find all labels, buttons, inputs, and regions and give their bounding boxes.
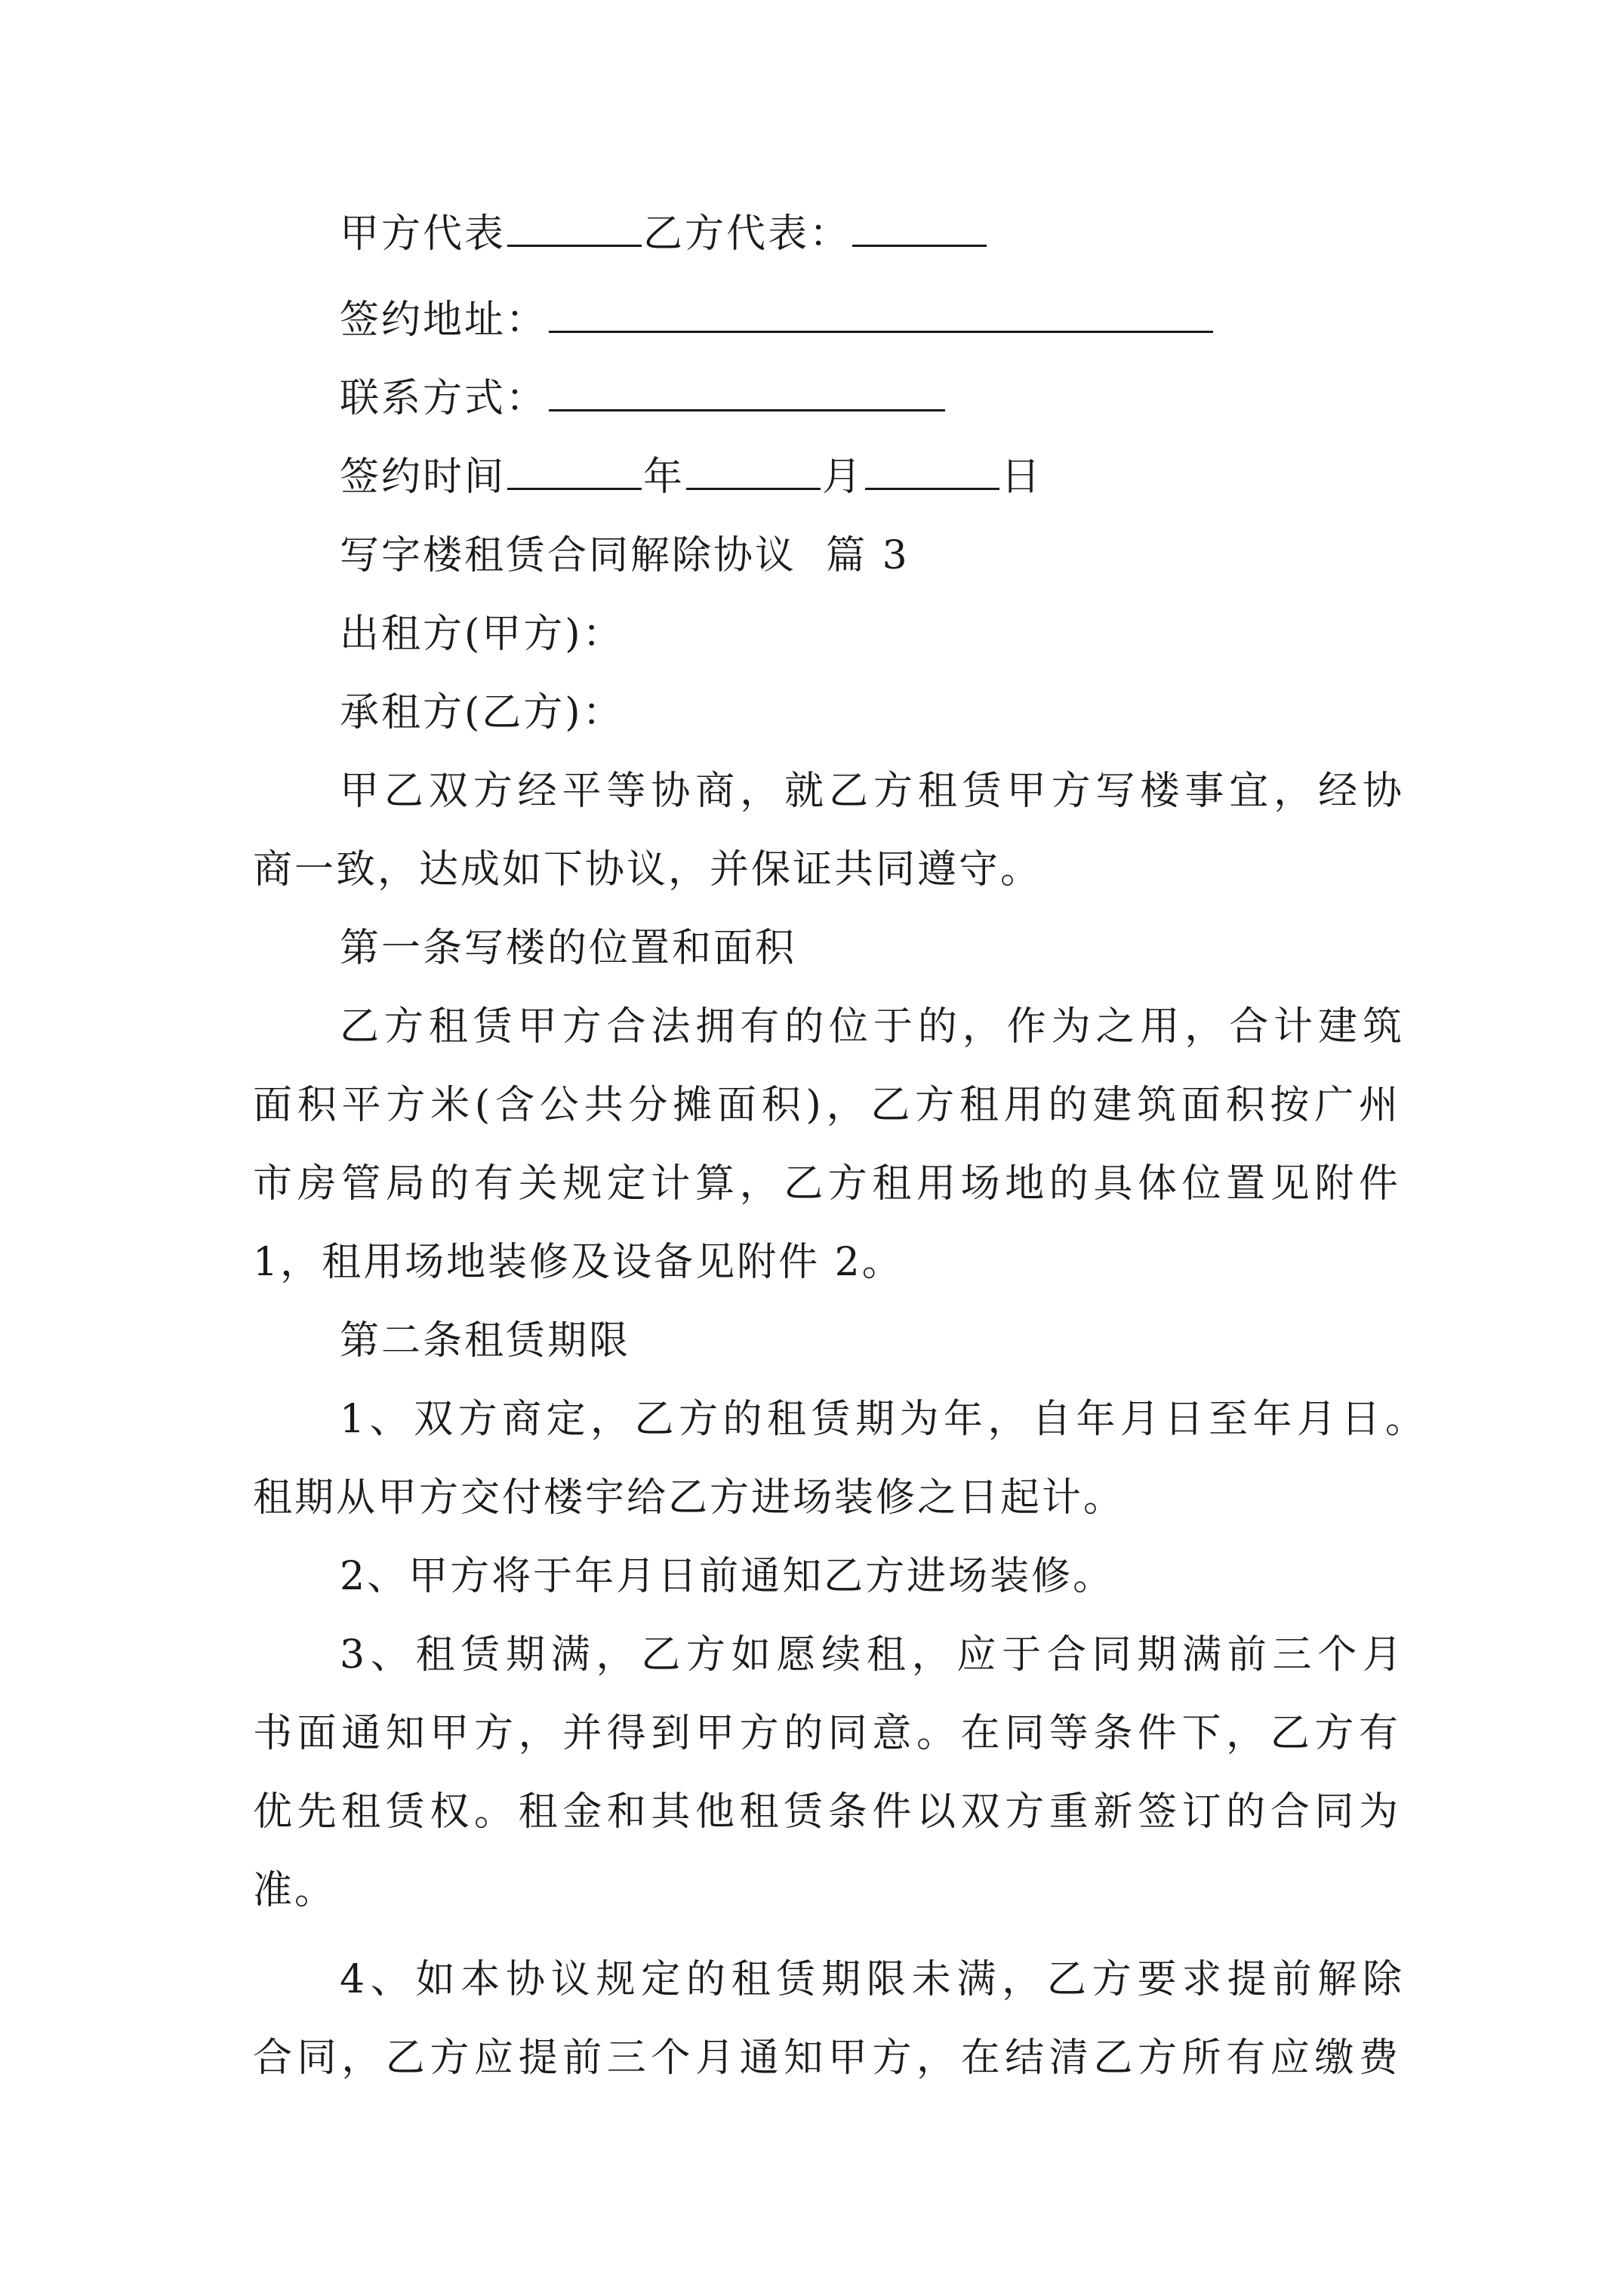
clause-3-line-2: 书面通知甲方，并得到甲方的同意。在同等条件下，乙方有 <box>253 1711 1400 1756</box>
clause-3-line-3: 优先租赁权。租金和其他租赁条件以双方重新签订的合同为 <box>253 1789 1400 1835</box>
clause-3-line-1: 3、租赁期满，乙方如愿续租，应于合同期满前三个月 <box>340 1632 1404 1678</box>
contact-line <box>340 359 1404 438</box>
address-label: 签约地址： <box>340 297 548 343</box>
party-a-rep-blank <box>507 208 642 247</box>
month-blank <box>686 451 821 490</box>
section-number: 篇 3 <box>826 533 910 578</box>
clause-4-line-2: 合同，乙方应提前三个月通知甲方，在结清乙方所有应缴费 <box>253 2036 1400 2081</box>
representatives-line <box>340 195 1404 273</box>
intro-line-2: 商一致，达成如下协议，并保证共同遵守。 <box>253 847 1042 892</box>
lessee-line: 承租方(乙方)： <box>340 690 624 735</box>
party-a-rep-label: 甲方代表 <box>340 211 507 257</box>
intro-line-1: 甲乙双方经平等协商，就乙方租赁甲方写楼事宜，经协 <box>340 769 1404 814</box>
clause-1-line-1: 1、双方商定，乙方的租赁期为年，自年月日至年月日。 <box>340 1397 1427 1442</box>
clause-2-line-1: 2、甲方将于年月日前通知乙方进场装修。 <box>340 1554 1115 1599</box>
clause-4-line-1: 4、如本协议规定的租赁期限未满，乙方要求提前解除 <box>340 1957 1404 2002</box>
day-label: 日 <box>1001 455 1043 500</box>
article-1-title: 第一条写楼的位置和面积 <box>340 926 797 971</box>
sign-time-label: 签约时间 <box>340 455 507 500</box>
month-label: 月 <box>822 455 864 500</box>
contact-blank <box>549 373 945 411</box>
section-heading <box>340 516 1404 595</box>
article-1-line-2: 面积平方米(含公共分摊面积)，乙方租用的建筑面积按广州 <box>253 1083 1400 1128</box>
year-label: 年 <box>643 455 685 500</box>
article-1-line-1: 乙方租赁甲方合法拥有的位于的，作为之用，合计建筑 <box>340 1004 1404 1049</box>
party-b-rep-label: 乙方代表： <box>643 211 852 257</box>
section-title: 写字楼租赁合同解除协议 <box>340 533 797 578</box>
year-blank <box>507 451 642 490</box>
sign-time-line <box>340 438 1404 516</box>
address-line <box>340 281 1404 359</box>
clause-3-line-4: 准。 <box>253 1868 337 1913</box>
party-b-rep-blank <box>852 208 987 247</box>
clause-1-line-2: 租期从甲方交付楼宇给乙方进场装修之日起计。 <box>253 1475 1126 1521</box>
lessor-line: 出租方(甲方)： <box>340 612 624 657</box>
contact-label: 联系方式： <box>340 376 548 421</box>
address-blank <box>549 294 1213 333</box>
article-2-title: 第二条租赁期限 <box>340 1318 631 1364</box>
article-1-line-4: 1，租用场地装修及设备见附件 2。 <box>253 1240 904 1285</box>
article-1-line-3: 市房管局的有关规定计算，乙方租用场地的具体位置见附件 <box>253 1161 1400 1207</box>
day-blank <box>865 451 999 490</box>
